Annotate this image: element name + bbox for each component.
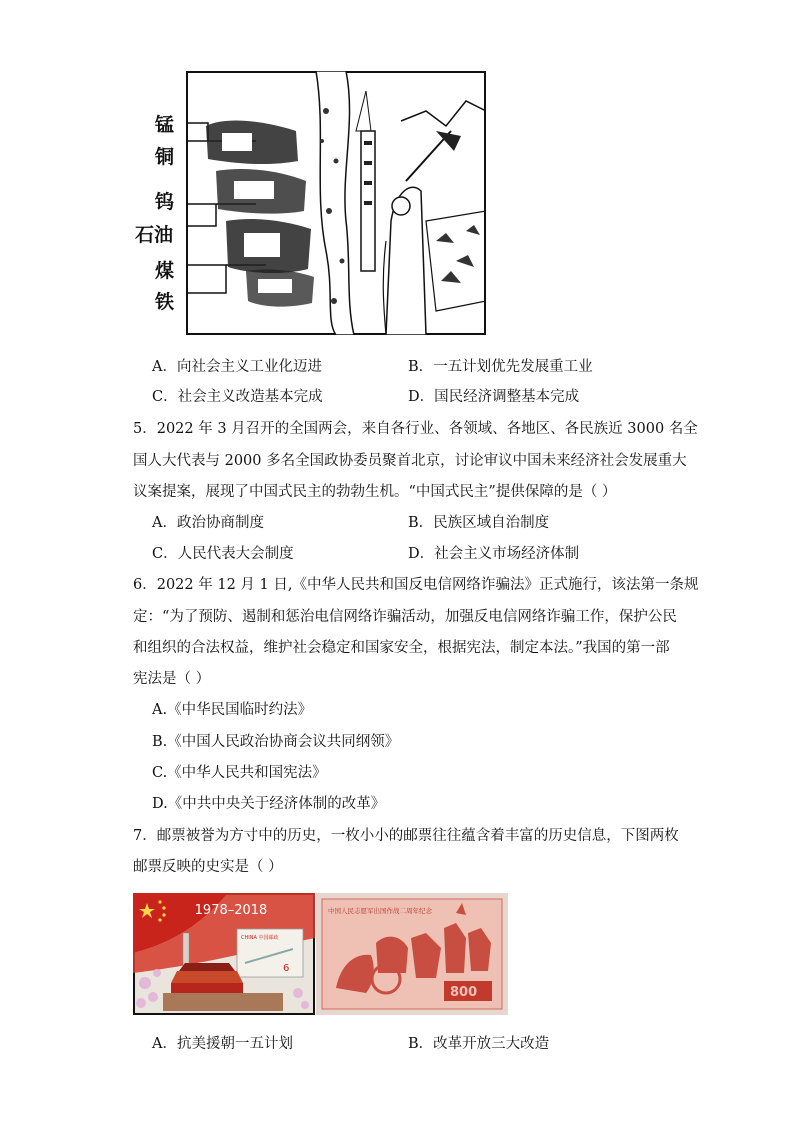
label-coal: 煤 (155, 260, 175, 282)
q7-option-a[interactable]: A．抗美援朝一五计划 (152, 1036, 293, 1052)
stamp1-value: 6 (283, 963, 290, 974)
q6-option-c[interactable]: C.《中华人民共和国宪法》 (152, 765, 327, 781)
label-oil: 石油 (135, 224, 174, 246)
label-copper: 铜 (155, 146, 175, 168)
q6-stem-line-2: 定：“为了预防、遏制和惩治电信网络诈骗活动，加强反电信网络诈骗工作，保护公民 (133, 609, 677, 625)
q6-option-b[interactable]: B.《中国人民政治协商会议共同纲领》 (152, 734, 400, 750)
volunteer-army-stamp (316, 893, 508, 1015)
q5-option-d[interactable]: D．社会主义市场经济体制 (408, 546, 580, 562)
q4-option-b[interactable]: B．一五计划优先发展重工业 (408, 359, 593, 375)
q6-stem-line-1: 6．2022 年 12 月 1 日,《中华人民共和国反电信网络诈骗法》正式施行，该法第一条规 (133, 577, 699, 593)
q5-stem-line-2: 国人大代表与 2000 多名全国政协委员聚首北京，讨论审议中国未来经济社会发展重大 (133, 453, 687, 469)
label-tungsten: 钨 (155, 191, 175, 213)
q7-option-b[interactable]: B．改革开放三大改造 (408, 1036, 550, 1052)
q4-option-a[interactable]: A．向社会主义工业化迈进 (152, 359, 322, 375)
label-iron: 铁 (155, 291, 175, 313)
q7-stem-line-2: 邮票反映的史实是（ ） (133, 859, 283, 875)
q7-stem-line-1: 7．邮票被誉为方寸中的历史，一枚小小的邮票往往蕴含着丰富的历史信息，下图两枚 (133, 828, 679, 844)
q6-option-a[interactable]: A.《中华民国临时约法》 (152, 702, 313, 718)
q6-stem-line-4: 宪法是（ ） (133, 671, 211, 687)
label-manganese: 锰 (155, 114, 175, 136)
q5-option-a[interactable]: A．政治协商制度 (152, 515, 264, 531)
stamp1-country: CHINA 中国邮政 (241, 935, 279, 941)
stamp2-caption: 中国人民志愿军出国作战二周年纪念 (328, 907, 432, 915)
q4-option-c[interactable]: C．社会主义改造基本完成 (152, 389, 323, 405)
reform-opening-stamp (133, 893, 315, 1015)
q4-option-d[interactable]: D．国民经济调整基本完成 (408, 389, 580, 405)
q5-option-c[interactable]: C．人民代表大会制度 (152, 546, 294, 562)
q5-stem-line-1: 5．2022 年 3 月召开的全国两会，来自各行业、各领域、各地区、各民族近 3000 名全 (133, 421, 698, 437)
stamp2-value: 800 (450, 985, 478, 1000)
q5-stem-line-3: 议案提案，展现了中国式民主的勃勃生机。“中国式民主”提供保障的是（ ） (133, 484, 617, 500)
q5-option-b[interactable]: B．民族区域自治制度 (408, 515, 550, 531)
industrialization-illustration (186, 71, 486, 335)
q6-option-d[interactable]: D.《中共中央关于经济体制的改革》 (152, 796, 386, 812)
q6-stem-line-3: 和组织的合法权益，维护社会稳定和国家安全，根据宪法，制定本法。”我国的第一部 (133, 640, 670, 656)
stamp1-years: 1978–2018 (194, 903, 268, 918)
